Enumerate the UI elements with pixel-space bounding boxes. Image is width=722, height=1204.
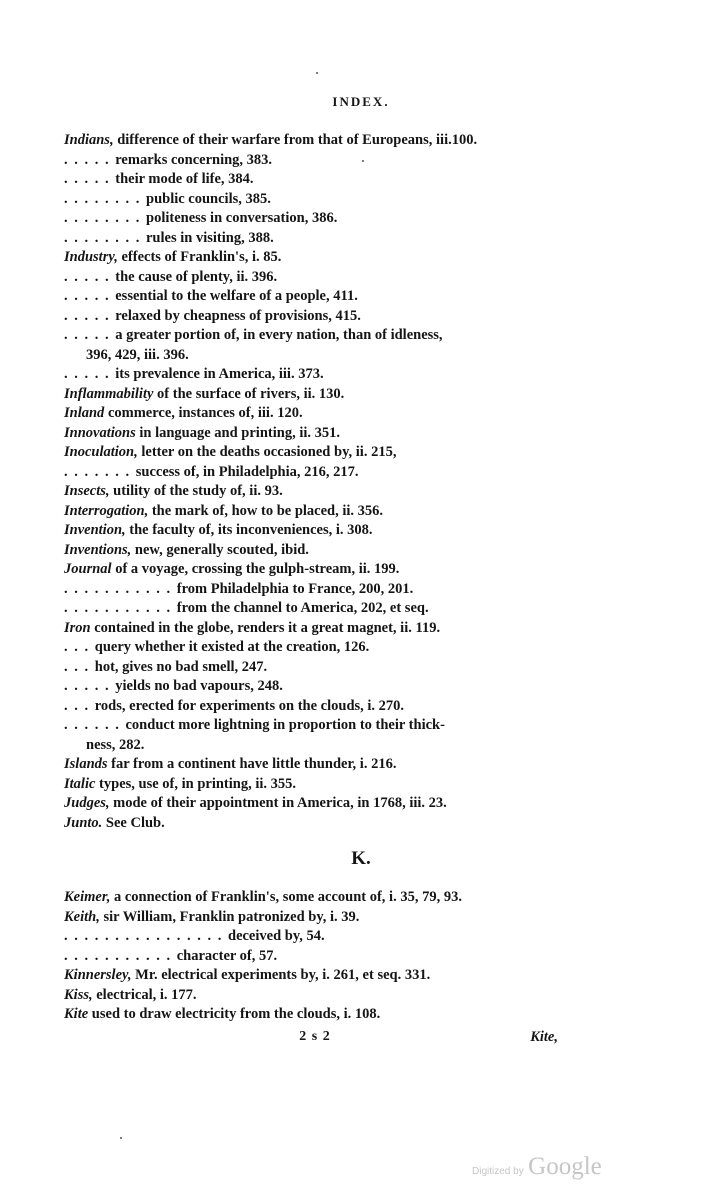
entry-keyword: Judges, (64, 795, 110, 811)
entry-text: public councils, 385. (146, 190, 271, 207)
entry-text: sir William, Franklin patronized by, i. 39. (99, 908, 360, 925)
index-entry (64, 307, 564, 327)
entry-text: See Club. (102, 814, 165, 831)
entry-text: far from a continent have little thunder, i. 216. (107, 756, 397, 772)
ditto-leader: . . . . . (64, 171, 116, 187)
entry-text: difference of their warfare from that of Europeans, iii.100. (113, 132, 478, 148)
print-speck (120, 1137, 122, 1139)
index-entry (64, 888, 564, 908)
index-entry (64, 209, 564, 229)
index-entry (64, 560, 564, 580)
index-entries-k (64, 888, 564, 1025)
entry-text: a connection of Franklin's, some account of, i. 35, 79, 93. (110, 889, 462, 905)
ditto-leader: . . . . . . . . . . . (64, 580, 177, 597)
entry-text: letter on the deaths occasioned by, ii. 215, (137, 444, 397, 460)
entry-text: ness, 282. (86, 736, 145, 753)
index-entry (64, 947, 564, 967)
entry-text: of the surface of rivers, ii. 130. (153, 385, 345, 402)
index-entry (64, 482, 564, 502)
print-speck (316, 72, 318, 74)
entry-text: of a voyage, crossing the gulph-stream, ii. 199. (111, 561, 400, 577)
entry-keyword: Indians, (64, 132, 114, 148)
entry-keyword: Journal (64, 561, 112, 577)
index-entry (64, 131, 564, 151)
entry-text: rods, erected for experiments on the clouds, i. 270. (94, 697, 405, 714)
digitized-watermark (472, 1153, 602, 1181)
index-entry (64, 268, 564, 288)
ditto-leader: . . . . . . . . . . . (64, 600, 177, 616)
index-entry (64, 443, 564, 463)
entry-keyword: Inflammability (64, 385, 154, 402)
ditto-leader: . . . . . (64, 327, 116, 343)
entry-keyword: Keith, (64, 908, 100, 925)
entry-text: politeness in conversation, 386. (146, 210, 338, 226)
index-entry (64, 580, 564, 600)
entry-keyword: Interrogation, (64, 502, 149, 519)
print-speck (362, 160, 364, 162)
index-entry (64, 755, 564, 775)
index-entry (64, 424, 564, 444)
entry-text: contained in the globe, renders it a great magnet, ii. 119. (90, 619, 441, 636)
entry-text: types, use of, in printing, ii. 355. (95, 775, 297, 792)
index-entry (64, 287, 564, 307)
ditto-leader: . . . . . (64, 288, 116, 304)
entry-text: commerce, instances of, iii. 120. (104, 405, 303, 421)
index-entry (64, 326, 564, 346)
entry-text: used to draw electricity from the clouds, i. 108. (88, 1006, 381, 1022)
entry-text: new, generally scouted, ibid. (131, 541, 309, 558)
entry-keyword: Iron (64, 619, 91, 636)
catchword: Kite, (530, 1029, 558, 1045)
ditto-leader: . . . . . . . . . . . . . . . . (64, 928, 228, 944)
index-entry (64, 502, 564, 522)
entry-text: query whether it existed at the creation, 126. (94, 639, 370, 655)
ditto-leader: . . . (64, 658, 95, 675)
entry-text: the cause of plenty, ii. 396. (115, 268, 278, 285)
entry-keyword: Islands (64, 756, 108, 772)
entry-text: hot, gives no bad smell, 247. (94, 658, 268, 675)
entry-keyword: Insects, (64, 483, 110, 499)
index-entry (64, 170, 564, 190)
ditto-leader: . . . . . . . . (64, 190, 146, 207)
entry-keyword: Junto. (64, 814, 103, 831)
index-entry (64, 619, 564, 639)
index-entry (64, 385, 564, 405)
ditto-leader: . . . . . (64, 678, 116, 694)
entry-keyword: Inland (64, 405, 105, 421)
entry-text: conduct more lightning in proportion to their thick- (125, 717, 445, 733)
entry-text: the faculty of, its inconveniences, i. 308. (125, 522, 373, 538)
watermark-logo: Google (528, 1153, 602, 1180)
index-entry (64, 814, 564, 834)
entry-text: its prevalence in America, iii. 373. (115, 366, 324, 382)
index-entry (64, 775, 564, 795)
index-entry (64, 599, 564, 619)
ditto-leader: . . . . . . (64, 717, 126, 733)
index-entry (64, 638, 564, 658)
section-heading-k: K. (351, 848, 371, 869)
entry-text: utility of the study of, ii. 93. (109, 483, 283, 499)
ditto-leader: . . . . . (64, 151, 116, 168)
entry-text: mode of their appointment in America, in 1768, iii. 23. (109, 795, 447, 811)
index-entry (64, 658, 564, 678)
ditto-leader: . . . . . . . . (64, 229, 146, 246)
entry-text: effects of Franklin's, i. 85. (117, 249, 282, 265)
ditto-leader: . . . . . (64, 366, 116, 382)
entry-text: rules in visiting, 388. (146, 229, 274, 246)
ditto-leader: . . . . . (64, 307, 116, 324)
entry-keyword: Italic (64, 775, 96, 792)
entry-text: the mark of, how to be placed, ii. 356. (148, 502, 384, 519)
entry-text: relaxed by cheapness of provisions, 415. (115, 307, 361, 324)
index-entry (64, 736, 564, 756)
index-entry (64, 190, 564, 210)
index-entry (64, 677, 564, 697)
index-entry (64, 463, 564, 483)
entry-text: remarks concerning, 383. (115, 151, 273, 168)
entry-text: in language and printing, ii. 351. (135, 424, 340, 441)
ditto-leader: . . . . . . . . . . . (64, 947, 177, 964)
index-entry (64, 151, 564, 171)
ditto-leader: . . . . . . . . (64, 210, 146, 226)
entry-text: Mr. electrical experiments by, i. 261, et seq. 331. (131, 967, 431, 983)
index-entry (64, 541, 564, 561)
index-entry (64, 346, 564, 366)
entry-keyword: Innovations (64, 424, 136, 441)
entry-keyword: Industry, (64, 249, 118, 265)
ditto-leader: . . . . . (64, 268, 116, 285)
page-header: INDEX. (332, 94, 390, 109)
index-entry (64, 248, 564, 268)
watermark-prefix: Digitized by (472, 1166, 524, 1177)
entry-text: deceived by, 54. (228, 928, 325, 944)
index-entry (64, 986, 564, 1006)
entry-text: from the channel to America, 202, et seq. (176, 600, 429, 616)
entry-text: success of, in Philadelphia, 216, 217. (135, 463, 359, 480)
index-entry (64, 966, 564, 986)
entry-text: electrical, i. 177. (92, 986, 197, 1003)
index-entry (64, 521, 564, 541)
entry-keyword: Inventions, (64, 541, 132, 558)
ditto-leader: . . . (64, 639, 95, 655)
entry-text: character of, 57. (176, 947, 278, 964)
entry-text: a greater portion of, in every nation, than of idleness, (115, 327, 443, 343)
entry-keyword: Inoculation, (64, 444, 138, 460)
index-entry (64, 716, 564, 736)
entry-text: their mode of life, 384. (115, 171, 254, 187)
index-entry (64, 908, 564, 928)
entry-text: yields no bad vapours, 248. (115, 678, 283, 694)
entry-keyword: Kiss, (64, 986, 93, 1003)
entry-text: from Philadelphia to France, 200, 201. (176, 580, 414, 597)
signature-mark: 2 s 2 (299, 1029, 331, 1044)
ditto-leader: . . . . . . . (64, 463, 136, 480)
entry-text: 396, 429, iii. 396. (86, 346, 189, 363)
entry-keyword: Keimer, (64, 889, 111, 905)
entry-text: essential to the welfare of a people, 411. (115, 288, 358, 304)
entry-keyword: Kinnersley, (64, 967, 132, 983)
entry-keyword: Kite (64, 1006, 89, 1022)
index-entry (64, 927, 564, 947)
index-entries-i (64, 131, 564, 833)
entry-keyword: Invention, (64, 522, 126, 538)
index-entry (64, 404, 564, 424)
index-entry (64, 1005, 564, 1025)
index-entry (64, 365, 564, 385)
index-entry (64, 229, 564, 249)
index-entry (64, 697, 564, 717)
index-entry (64, 794, 564, 814)
ditto-leader: . . . (64, 697, 95, 714)
